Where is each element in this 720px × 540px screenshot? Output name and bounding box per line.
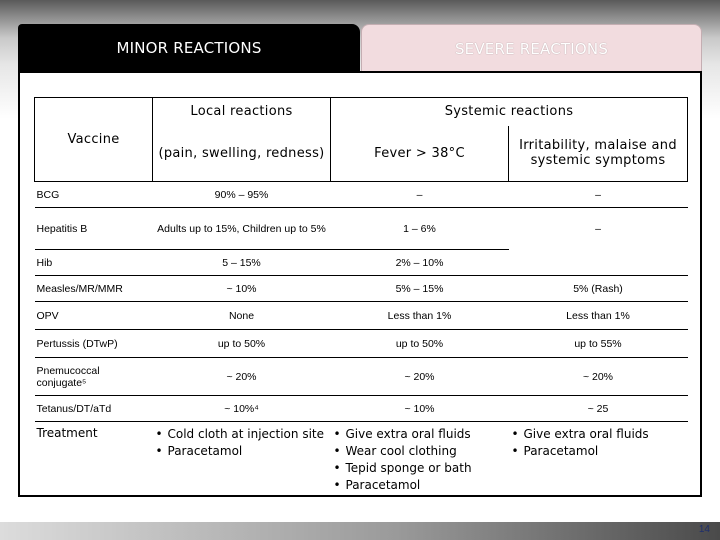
header-systemic-reactions: Systemic reactions [331, 98, 688, 126]
list-item: • Give extra oral fluids [511, 426, 686, 443]
vaccine-cell: Measles/MR/MMR [35, 276, 153, 302]
list-item: • Paracetamol [333, 477, 507, 494]
local-cell: Adults up to 15%, Children up to 5% [153, 208, 331, 250]
tab-severe-reactions[interactable]: SEVERE REACTIONS [361, 24, 702, 72]
fever-cell: 5% – 15% [331, 276, 509, 302]
header-local-sub: (pain, swelling, redness) [153, 126, 331, 182]
vaccine-cell: Pertussis (DTwP) [35, 330, 153, 358]
local-cell: ~ 20% [153, 358, 331, 396]
irritability-cell: – [509, 208, 688, 250]
fever-cell: up to 50% [331, 330, 509, 358]
irritability-cell: up to 55% [509, 330, 688, 358]
vaccine-cell: Pnemucoccal conjugate⁵ [35, 358, 153, 396]
irritability-cell [509, 250, 688, 276]
irritability-cell: 5% (Rash) [509, 276, 688, 302]
reactions-panel [18, 71, 702, 497]
vaccine-cell: Hib [35, 250, 153, 276]
irritability-cell: Less than 1% [509, 302, 688, 330]
irritability-cell: ~ 25 [509, 396, 688, 422]
vaccine-cell: BCG [35, 182, 153, 208]
header-fever: Fever > 38°C [331, 126, 509, 182]
tab-minor-reactions[interactable]: MINOR REACTIONS [18, 24, 360, 72]
reaction-tabs [18, 24, 702, 72]
local-cell: 90% – 95% [153, 182, 331, 208]
treatment-irritability [509, 422, 688, 498]
header-vaccine: Vaccine [35, 98, 153, 182]
list-item: • Cold cloth at injection site [155, 426, 329, 443]
treatment-label: Treatment [35, 422, 153, 498]
fever-cell: 2% – 10% [331, 250, 509, 276]
fever-cell: ~ 20% [331, 358, 509, 396]
vaccine-cell: Tetanus/DT/aTd [35, 396, 153, 422]
bottom-bar [0, 522, 720, 540]
fever-cell: 1 – 6% [331, 208, 509, 250]
treatment-local [153, 422, 331, 498]
page-number: 14 [698, 524, 710, 535]
header-irritability: Irritability, malaise and systemic symptoms [509, 126, 688, 182]
list-item: • Tepid sponge or bath [333, 460, 507, 477]
treatment-fever [331, 422, 509, 498]
local-cell: ~ 10%⁴ [153, 396, 331, 422]
local-cell: up to 50% [153, 330, 331, 358]
fever-cell: ~ 10% [331, 396, 509, 422]
local-cell: 5 – 15% [153, 250, 331, 276]
local-cell: None [153, 302, 331, 330]
list-item: • Paracetamol [511, 443, 686, 460]
vaccine-cell: OPV [35, 302, 153, 330]
list-item: • Wear cool clothing [333, 443, 507, 460]
fever-cell: – [331, 182, 509, 208]
list-item: • Give extra oral fluids [333, 426, 507, 443]
vaccine-cell: Hepatitis B [35, 208, 153, 250]
irritability-cell: – [509, 182, 688, 208]
header-local-reactions: Local reactions [153, 98, 331, 126]
local-cell: ~ 10% [153, 276, 331, 302]
list-item: • Paracetamol [155, 443, 329, 460]
reactions-table [34, 97, 688, 498]
irritability-cell: ~ 20% [509, 358, 688, 396]
fever-cell: Less than 1% [331, 302, 509, 330]
